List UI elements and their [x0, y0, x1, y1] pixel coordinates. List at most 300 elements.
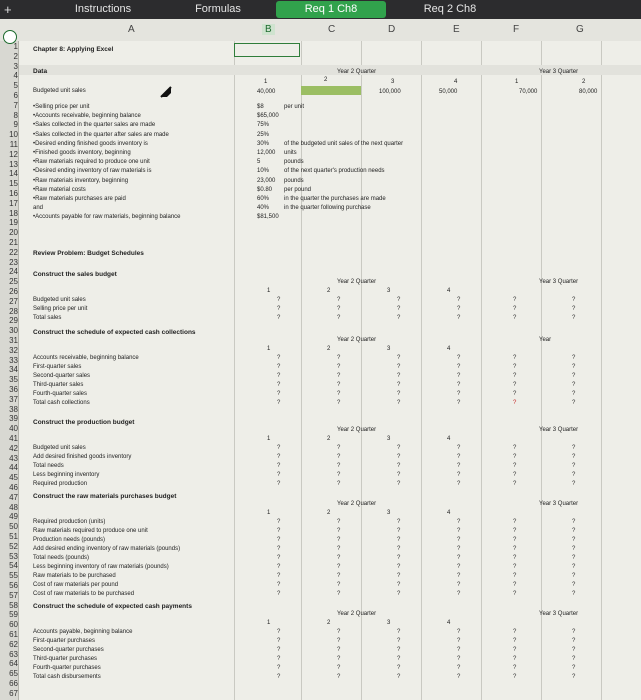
row-number[interactable]: 40 — [9, 424, 18, 434]
placeholder-cell[interactable]: ? — [397, 445, 401, 451]
placeholder-cell[interactable]: ? — [457, 528, 461, 534]
row-number[interactable]: 56 — [9, 581, 18, 590]
placeholder-cell[interactable]: ? — [277, 674, 281, 680]
placeholder-cell[interactable]: ? — [457, 400, 461, 406]
row-number[interactable]: 2 — [13, 51, 18, 61]
row-number[interactable]: 47 — [9, 492, 18, 502]
placeholder-cell[interactable]: ? — [337, 472, 341, 478]
placeholder-cell[interactable]: ? — [337, 629, 341, 635]
column-header-g[interactable]: G — [576, 24, 584, 35]
column-header-c[interactable]: C — [328, 24, 336, 35]
row-number[interactable]: 16 — [9, 189, 18, 198]
column-header-f[interactable]: F — [513, 24, 520, 35]
placeholder-cell[interactable]: ? — [277, 629, 281, 635]
row-number[interactable]: 6 — [13, 91, 18, 100]
row-number[interactable]: 63 — [9, 649, 18, 659]
row-number[interactable]: 53 — [9, 551, 18, 561]
placeholder-cell[interactable]: ? — [457, 315, 461, 321]
placeholder-cell[interactable]: ? — [397, 564, 401, 570]
placeholder-cell[interactable]: ? — [457, 382, 461, 388]
placeholder-cell[interactable]: ? — [277, 546, 281, 552]
row-number[interactable]: 26 — [9, 287, 18, 296]
placeholder-cell[interactable]: ? — [397, 391, 401, 397]
row-number[interactable]: 48 — [9, 502, 18, 512]
placeholder-cell[interactable]: ? — [513, 629, 517, 635]
placeholder-cell[interactable]: ? — [513, 528, 517, 534]
placeholder-cell[interactable]: ? — [572, 647, 576, 653]
placeholder-cell[interactable]: ? — [397, 315, 401, 321]
placeholder-cell[interactable]: ? — [397, 382, 401, 388]
placeholder-cell[interactable]: ? — [572, 674, 576, 680]
placeholder-cell[interactable]: ? — [337, 537, 341, 543]
placeholder-cell[interactable]: ? — [337, 382, 341, 388]
row-number[interactable]: 29 — [9, 316, 18, 326]
placeholder-cell[interactable]: ? — [572, 546, 576, 552]
placeholder-cell[interactable]: ? — [277, 355, 281, 361]
placeholder-cell[interactable]: ? — [337, 445, 341, 451]
placeholder-cell[interactable]: ? — [457, 519, 461, 525]
placeholder-cell[interactable]: ? — [457, 364, 461, 370]
row-number[interactable]: 31 — [9, 336, 18, 345]
placeholder-cell[interactable]: ? — [457, 674, 461, 680]
placeholder-cell[interactable]: ? — [277, 454, 281, 460]
section-quarter-label: 4 — [447, 346, 451, 352]
row-number[interactable]: 61 — [9, 630, 18, 639]
placeholder-cell[interactable]: ? — [572, 656, 576, 662]
placeholder-cell[interactable]: ? — [337, 591, 341, 597]
placeholder-cell[interactable]: ? — [457, 638, 461, 644]
placeholder-cell[interactable]: ? — [277, 400, 281, 406]
placeholder-cell[interactable]: ? — [397, 472, 401, 478]
row-number[interactable]: 33 — [9, 355, 18, 365]
placeholder-cell[interactable]: ? — [513, 573, 517, 579]
assumption-label: and — [33, 205, 44, 212]
placeholder-cell[interactable]: ? — [397, 656, 401, 662]
placeholder-cell[interactable]: ? — [397, 463, 401, 469]
placeholder-cell[interactable]: ? — [397, 537, 401, 543]
assumption-value[interactable]: 75% — [257, 122, 270, 129]
placeholder-cell[interactable]: ? — [572, 315, 576, 321]
placeholder-cell[interactable]: ? — [397, 573, 401, 579]
placeholder-cell[interactable]: ? — [277, 564, 281, 570]
placeholder-cell[interactable]: ? — [337, 306, 341, 312]
placeholder-cell[interactable]: ? — [572, 519, 576, 525]
placeholder-cell[interactable]: ? — [572, 306, 576, 312]
placeholder-cell[interactable]: ? — [277, 555, 281, 561]
row-number[interactable]: 28 — [9, 306, 18, 316]
row-number[interactable]: 67 — [9, 688, 18, 698]
placeholder-cell[interactable]: ? — [513, 582, 517, 588]
placeholder-cell[interactable]: ? — [513, 355, 517, 361]
placeholder-cell[interactable]: ? — [397, 400, 401, 406]
row-number[interactable]: 43 — [9, 453, 18, 463]
placeholder-cell[interactable]: ? — [513, 665, 517, 671]
row-number[interactable]: 38 — [9, 404, 18, 414]
section-quarter-label: 3 — [387, 620, 391, 626]
row-number[interactable]: 4 — [13, 71, 18, 81]
placeholder-cell[interactable]: ? — [397, 638, 401, 644]
placeholder-cell[interactable]: ? — [277, 391, 281, 397]
placeholder-cell[interactable]: ? — [572, 564, 576, 570]
row-number[interactable]: 34 — [9, 365, 18, 375]
placeholder-cell[interactable]: ? — [277, 382, 281, 388]
placeholder-cell[interactable]: ? — [513, 364, 517, 370]
assumption-note: per unit — [284, 104, 305, 110]
placeholder-cell[interactable]: ? — [572, 638, 576, 644]
placeholder-cell[interactable]: ? — [457, 573, 461, 579]
placeholder-cell[interactable]: ? — [397, 481, 401, 487]
placeholder-cell[interactable]: ? — [572, 297, 576, 303]
placeholder-cell[interactable]: ? — [337, 555, 341, 561]
assumption-value[interactable]: $0.80 — [257, 186, 273, 193]
placeholder-cell[interactable]: ? — [277, 665, 281, 671]
row-number[interactable]: 66 — [9, 679, 18, 688]
placeholder-cell[interactable]: ? — [572, 629, 576, 635]
row-number[interactable]: 7 — [13, 100, 18, 110]
placeholder-cell[interactable]: ? — [397, 355, 401, 361]
tab-formulas[interactable]: Formulas — [195, 3, 241, 15]
assumption-value[interactable]: $8 — [257, 104, 264, 110]
placeholder-cell[interactable]: ? — [572, 528, 576, 534]
section-quarter-label: 3 — [387, 346, 391, 352]
column-header-e[interactable]: E — [453, 24, 460, 35]
column-header-b[interactable]: B — [262, 24, 275, 35]
placeholder-cell[interactable]: ? — [397, 674, 401, 680]
placeholder-cell[interactable]: ? — [457, 373, 461, 379]
placeholder-cell[interactable]: ? — [277, 647, 281, 653]
placeholder-cell[interactable]: ? — [572, 537, 576, 543]
placeholder-cell[interactable]: ? — [397, 519, 401, 525]
placeholder-cell[interactable]: ? — [397, 297, 401, 303]
placeholder-cell[interactable]: ? — [337, 463, 341, 469]
row-number[interactable]: 58 — [9, 600, 18, 610]
placeholder-cell[interactable]: ? — [513, 463, 517, 469]
placeholder-cell[interactable]: ? — [513, 564, 517, 570]
placeholder-cell[interactable]: ? — [457, 629, 461, 635]
row-number[interactable]: 21 — [9, 238, 18, 247]
assumption-value[interactable]: $65,000 — [257, 113, 279, 120]
row-number[interactable]: 24 — [9, 267, 18, 277]
row-number[interactable]: 23 — [9, 257, 18, 267]
placeholder-cell[interactable]: ? — [513, 674, 517, 680]
row-number[interactable]: 9 — [13, 120, 18, 130]
select-all-icon[interactable] — [3, 30, 17, 44]
placeholder-cell[interactable]: ? — [277, 472, 281, 478]
placeholder-cell[interactable]: ? — [457, 454, 461, 460]
placeholder-cell[interactable]: ? — [457, 656, 461, 662]
placeholder-cell[interactable]: ? — [397, 306, 401, 312]
assumption-value[interactable]: 23,000 — [257, 177, 276, 184]
placeholder-cell[interactable]: ? — [277, 445, 281, 451]
placeholder-cell[interactable]: ? — [277, 315, 281, 321]
placeholder-cell[interactable]: ? — [513, 454, 517, 460]
placeholder-cell[interactable]: ? — [337, 528, 341, 534]
placeholder-cell[interactable]: ? — [337, 546, 341, 552]
placeholder-cell[interactable]: ? — [337, 647, 341, 653]
placeholder-cell[interactable]: ? — [572, 481, 576, 487]
assumption-label: •Raw material costs — [33, 186, 86, 193]
row-number[interactable]: 57 — [9, 590, 18, 600]
schedule-row-label: Accounts receivable, beginning balance — [33, 355, 139, 361]
placeholder-cell[interactable]: ? — [337, 454, 341, 460]
placeholder-cell[interactable]: ? — [337, 519, 341, 525]
placeholder-cell[interactable]: ? — [337, 674, 341, 680]
placeholder-cell[interactable]: ? — [337, 297, 341, 303]
tab-instructions[interactable]: Instructions — [74, 3, 132, 15]
placeholder-cell[interactable]: ? — [337, 564, 341, 570]
row-number[interactable]: 64 — [9, 659, 18, 669]
placeholder-cell[interactable]: ? — [277, 528, 281, 534]
placeholder-cell[interactable]: ? — [397, 364, 401, 370]
placeholder-cell[interactable]: ? — [277, 537, 281, 543]
schedule-row-label: Required production — [33, 481, 88, 487]
placeholder-cell[interactable]: ? — [457, 463, 461, 469]
placeholder-cell[interactable]: ? — [513, 373, 517, 379]
placeholder-cell[interactable]: ? — [513, 472, 517, 478]
placeholder-cell[interactable]: ? — [397, 454, 401, 460]
placeholder-cell[interactable]: ? — [277, 297, 281, 303]
placeholder-cell[interactable]: ? — [457, 582, 461, 588]
placeholder-cell[interactable]: ? — [397, 629, 401, 635]
row-number[interactable]: 36 — [9, 385, 18, 394]
placeholder-cell[interactable]: ? — [337, 582, 341, 588]
placeholder-cell[interactable]: ? — [337, 364, 341, 370]
placeholder-cell[interactable]: ? — [572, 364, 576, 370]
row-number[interactable]: 5 — [13, 81, 18, 91]
schedule-row-label: Fourth-quarter purchases — [33, 665, 101, 671]
placeholder-cell[interactable]: ? — [277, 656, 281, 662]
placeholder-cell[interactable]: ? — [572, 382, 576, 388]
placeholder-cell[interactable]: ? — [572, 391, 576, 397]
placeholder-cell[interactable]: ? — [337, 481, 341, 487]
placeholder-cell[interactable]: ? — [513, 656, 517, 662]
placeholder-cell[interactable]: ? — [337, 400, 341, 406]
sales-value-q3[interactable]: 100,000 — [379, 89, 401, 95]
row-number[interactable]: 18 — [9, 208, 18, 218]
placeholder-cell[interactable]: ? — [397, 373, 401, 379]
row-number[interactable]: 60 — [9, 620, 18, 630]
placeholder-cell[interactable]: ? — [337, 391, 341, 397]
section-quarter-label: 1 — [267, 346, 271, 352]
placeholder-cell[interactable]: ? — [277, 573, 281, 579]
row-number[interactable]: 37 — [9, 394, 18, 404]
placeholder-cell[interactable]: ? — [457, 391, 461, 397]
assumption-value[interactable]: 30% — [257, 140, 270, 147]
assumption-label: •Accounts receivable, beginning balance — [33, 113, 141, 120]
placeholder-cell[interactable]: ? — [572, 445, 576, 451]
placeholder-cell[interactable]: ? — [277, 306, 281, 312]
row-number[interactable]: 13 — [9, 159, 18, 169]
row-number[interactable]: 39 — [9, 414, 18, 424]
placeholder-cell[interactable]: ? — [572, 463, 576, 469]
placeholder-cell[interactable]: ? — [513, 445, 517, 451]
assumption-note: units — [284, 150, 297, 156]
row-number[interactable]: 27 — [9, 296, 18, 306]
spreadsheet-grid[interactable] — [19, 41, 641, 700]
placeholder-cell[interactable]: ? — [397, 591, 401, 597]
placeholder-cell[interactable]: ? — [457, 647, 461, 653]
placeholder-cell[interactable]: ? — [513, 591, 517, 597]
row-number[interactable]: 45 — [9, 473, 18, 483]
placeholder-cell[interactable]: ? — [572, 582, 576, 588]
row-number[interactable]: 14 — [9, 169, 18, 179]
row-number[interactable]: 46 — [9, 483, 18, 492]
row-number[interactable]: 42 — [9, 443, 18, 453]
assumption-value[interactable]: 60% — [257, 196, 270, 202]
placeholder-cell[interactable]: ? — [397, 665, 401, 671]
placeholder-cell[interactable]: ? — [513, 315, 517, 321]
column-header-d[interactable]: D — [388, 24, 396, 35]
placeholder-cell[interactable]: ? — [337, 656, 341, 662]
tab-req1-ch8[interactable]: Req 1 Ch8 — [276, 1, 386, 18]
year2-quarter-header: Year 2 Quarter — [337, 69, 377, 75]
sheet-title: Chapter 8: Applying Excel — [33, 46, 114, 53]
row-number[interactable]: 62 — [9, 639, 18, 649]
schedule-row-label: First-quarter purchases — [33, 638, 96, 644]
assumption-value[interactable]: 12,000 — [257, 150, 276, 156]
placeholder-cell[interactable]: ? — [277, 519, 281, 525]
placeholder-cell[interactable]: ? — [513, 546, 517, 552]
placeholder-cell[interactable]: ? — [457, 665, 461, 671]
row-number[interactable]: 54 — [9, 561, 18, 571]
placeholder-cell[interactable]: ? — [457, 564, 461, 570]
placeholder-cell[interactable]: ? — [337, 355, 341, 361]
row-number[interactable]: 10 — [9, 130, 18, 140]
row-number[interactable]: 32 — [9, 345, 18, 355]
assumption-value[interactable]: 5 — [257, 159, 261, 166]
tab-req2-ch8[interactable]: Req 2 Ch8 — [423, 3, 477, 15]
row-number[interactable]: 51 — [9, 532, 18, 541]
row-number[interactable]: 22 — [9, 247, 18, 257]
schedule-row-label: Budgeted unit sales — [33, 445, 86, 451]
placeholder-cell[interactable]: ? — [457, 355, 461, 361]
placeholder-cell[interactable]: ? — [457, 472, 461, 478]
placeholder-cell[interactable]: ? — [457, 555, 461, 561]
placeholder-cell[interactable]: ? — [277, 364, 281, 370]
placeholder-cell[interactable]: ? — [572, 355, 576, 361]
placeholder-cell[interactable]: ? — [277, 481, 281, 487]
row-number[interactable]: 52 — [9, 541, 18, 551]
placeholder-cell[interactable]: ? — [513, 382, 517, 388]
placeholder-cell[interactable]: ? — [457, 306, 461, 312]
row-number[interactable]: 20 — [9, 228, 18, 238]
placeholder-cell[interactable]: ? — [337, 665, 341, 671]
placeholder-cell[interactable]: ? — [513, 297, 517, 303]
row-number[interactable]: 44 — [9, 463, 18, 473]
schedule-row-label: Fourth-quarter sales — [33, 391, 88, 397]
placeholder-cell[interactable]: ? — [572, 591, 576, 597]
row-number[interactable]: 15 — [9, 179, 18, 189]
section-quarter-label: 3 — [387, 288, 391, 294]
row-number[interactable]: 49 — [9, 512, 18, 522]
schedule-row-label: Cost of raw materials to be purchased — [33, 591, 135, 597]
placeholder-cell[interactable]: ? — [572, 573, 576, 579]
placeholder-cell[interactable]: ? — [397, 528, 401, 534]
section-quarter-label: 4 — [447, 620, 451, 626]
placeholder-cell[interactable]: ? — [337, 638, 341, 644]
assumption-value[interactable]: 10% — [257, 168, 270, 175]
row-number[interactable]: 65 — [9, 669, 18, 679]
assumption-value[interactable]: 25% — [257, 131, 270, 138]
assumption-value[interactable]: $81,500 — [257, 214, 279, 221]
selected-cell[interactable] — [234, 43, 300, 57]
placeholder-cell[interactable]: ? — [337, 573, 341, 579]
placeholder-cell[interactable]: ? — [572, 555, 576, 561]
row-number[interactable]: 30 — [9, 326, 18, 336]
placeholder-cell[interactable]: ? — [513, 481, 517, 487]
placeholder-cell[interactable]: ? — [397, 546, 401, 552]
placeholder-cell[interactable]: ? — [277, 591, 281, 597]
placeholder-cell[interactable]: ? — [457, 445, 461, 451]
placeholder-cell[interactable]: ? — [277, 463, 281, 469]
placeholder-cell[interactable]: ? — [572, 665, 576, 671]
placeholder-cell[interactable]: ? — [572, 400, 576, 406]
sales-value-y3q2[interactable]: 80,000 — [579, 89, 598, 95]
sales-value-y3q1[interactable]: 70,000 — [519, 89, 538, 95]
placeholder-cell[interactable]: ? — [277, 638, 281, 644]
row-number[interactable]: 12 — [9, 149, 18, 159]
row-number[interactable]: 59 — [9, 610, 18, 620]
row-number[interactable]: 3 — [13, 61, 18, 71]
placeholder-cell[interactable]: ? — [513, 306, 517, 312]
placeholder-cell[interactable]: ? — [572, 373, 576, 379]
row-number[interactable]: 41 — [9, 434, 18, 443]
placeholder-cell[interactable]: ? — [397, 555, 401, 561]
placeholder-cell[interactable]: ? — [572, 472, 576, 478]
section-year2-header: Year 2 Quarter — [337, 337, 377, 343]
placeholder-cell[interactable]: ? — [277, 582, 281, 588]
sales-value-q4[interactable]: 50,000 — [439, 89, 458, 95]
placeholder-cell[interactable]: ? — [572, 454, 576, 460]
section-year3-header: Year 3 Quarter — [539, 611, 579, 617]
schedule-row-label: Required production (units) — [33, 519, 106, 525]
placeholder-cell[interactable]: ? — [337, 373, 341, 379]
placeholder-cell[interactable]: ? — [513, 519, 517, 525]
column-header-a[interactable]: A — [128, 24, 135, 35]
row-number[interactable]: 35 — [9, 375, 18, 385]
section-title: Construct the raw materials purchases budget — [33, 493, 177, 500]
placeholder-cell[interactable]: ? — [513, 638, 517, 644]
placeholder-cell[interactable]: ? — [513, 537, 517, 543]
placeholder-cell[interactable]: ? — [457, 297, 461, 303]
row-number[interactable]: 19 — [9, 218, 18, 228]
placeholder-cell[interactable]: ? — [277, 373, 281, 379]
placeholder-cell[interactable]: ? — [337, 315, 341, 321]
placeholder-cell[interactable]: ? — [457, 591, 461, 597]
placeholder-cell[interactable]: ? — [513, 400, 517, 406]
assumption-label: •Desired ending inventory of raw materials is — [33, 168, 152, 175]
row-number[interactable]: 17 — [9, 198, 18, 208]
row-number[interactable]: 25 — [9, 277, 18, 287]
placeholder-cell[interactable]: ? — [457, 537, 461, 543]
placeholder-cell[interactable]: ? — [457, 481, 461, 487]
schedule-row-label: Raw materials to be purchased — [33, 573, 116, 579]
row-number[interactable]: 8 — [13, 110, 18, 120]
add-sheet-icon[interactable]: + — [4, 2, 12, 17]
row-number[interactable]: 11 — [9, 140, 18, 149]
sales-value-q1[interactable]: 40,000 — [257, 89, 276, 95]
placeholder-cell[interactable]: ? — [457, 546, 461, 552]
row-number[interactable]: 50 — [9, 522, 18, 532]
placeholder-cell[interactable]: ? — [397, 647, 401, 653]
assumption-value[interactable]: 40% — [257, 205, 270, 212]
placeholder-cell[interactable]: ? — [513, 555, 517, 561]
row-number[interactable]: 1 — [13, 42, 18, 51]
placeholder-cell[interactable]: ? — [513, 391, 517, 397]
row-number[interactable]: 55 — [9, 571, 18, 581]
placeholder-cell[interactable]: ? — [513, 647, 517, 653]
placeholder-cell[interactable]: ? — [397, 582, 401, 588]
